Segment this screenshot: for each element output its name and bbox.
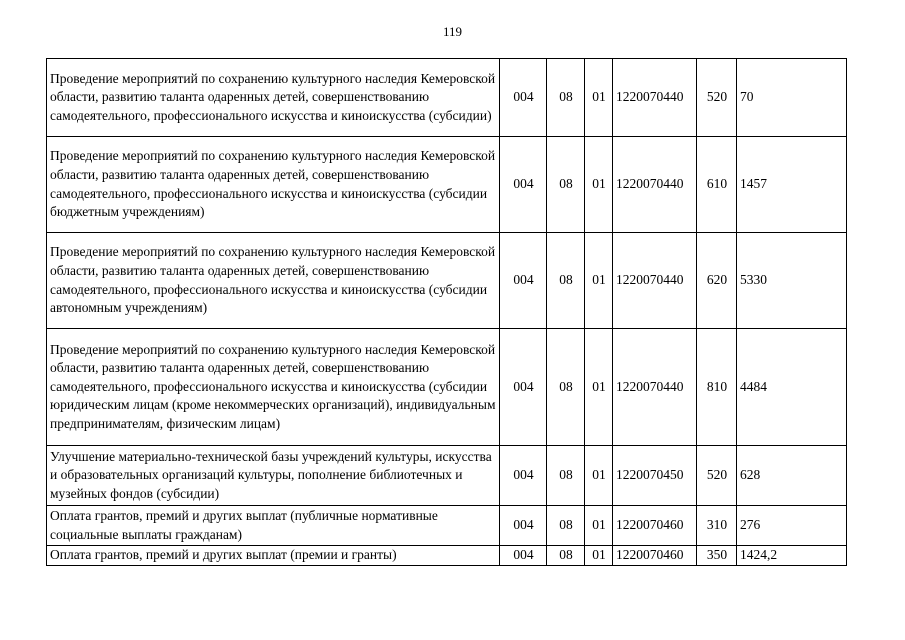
table-row: [47, 546, 847, 566]
subsection-code-cell: 01: [585, 446, 613, 506]
section-code-cell: 08: [547, 506, 585, 546]
ministry-code-cell: 004: [500, 233, 547, 329]
expense-name-cell: Оплата грантов, премий и других выплат (премии и гранты): [47, 546, 500, 566]
expense-name-cell: Проведение мероприятий по сохранению культурного наследия Кемеровской области, развитию таланта одаренных детей, совершенствованию самодеятельного, профессионального искусства и киноискусства (субсидии): [47, 59, 500, 137]
subsection-code-cell: 01: [585, 329, 613, 446]
section-code-cell: 08: [547, 233, 585, 329]
expense-name-cell: Проведение мероприятий по сохранению культурного наследия Кемеровской области, развитию таланта одаренных детей, совершенствованию самодеятельного, профессионального искусства и киноискусства (субсидии автономным учреждениям): [47, 233, 500, 329]
target-code-cell: 1220070450: [613, 446, 697, 506]
table-row: [47, 59, 847, 137]
amount-cell: 276: [737, 506, 847, 546]
target-code-cell: 1220070440: [613, 233, 697, 329]
expense-type-cell: 350: [697, 546, 737, 566]
table-row: [47, 329, 847, 446]
subsection-code-cell: 01: [585, 546, 613, 566]
expense-type-cell: 310: [697, 506, 737, 546]
expense-type-cell: 810: [697, 329, 737, 446]
target-code-cell: 1220070440: [613, 329, 697, 446]
amount-cell: 1457: [737, 137, 847, 233]
section-code-cell: 08: [547, 329, 585, 446]
table-row: [47, 233, 847, 329]
expense-type-cell: 520: [697, 59, 737, 137]
target-code-cell: 1220070440: [613, 137, 697, 233]
budget-table: [46, 58, 847, 566]
section-code-cell: 08: [547, 546, 585, 566]
target-code-cell: 1220070440: [613, 59, 697, 137]
amount-cell: 628: [737, 446, 847, 506]
amount-cell: 4484: [737, 329, 847, 446]
section-code-cell: 08: [547, 59, 585, 137]
table-row: [47, 446, 847, 506]
ministry-code-cell: 004: [500, 506, 547, 546]
amount-cell: 1424,2: [737, 546, 847, 566]
expense-name-cell: Оплата грантов, премий и других выплат (публичные нормативные социальные выплаты гражданам): [47, 506, 500, 546]
page-number: 119: [442, 24, 463, 39]
subsection-code-cell: 01: [585, 137, 613, 233]
ministry-code-cell: 004: [500, 137, 547, 233]
ministry-code-cell: 004: [500, 59, 547, 137]
expense-type-cell: 610: [697, 137, 737, 233]
expense-name-cell: Проведение мероприятий по сохранению культурного наследия Кемеровской области, развитию таланта одаренных детей, совершенствованию самодеятельного, профессионального искусства и киноискусства (субсидии юридическим лицам (кроме некоммерческих организаций), индивидуальным предпринимателям, физическим лицам): [47, 329, 500, 446]
subsection-code-cell: 01: [585, 233, 613, 329]
expense-name-cell: Улучшение материально-технической базы учреждений культуры, искусства и образовательных организаций культуры, пополнение библиотечных и музейных фондов (субсидии): [47, 446, 500, 506]
section-code-cell: 08: [547, 137, 585, 233]
target-code-cell: 1220070460: [613, 506, 697, 546]
expense-name-cell: Проведение мероприятий по сохранению культурного наследия Кемеровской области, развитию таланта одаренных детей, совершенствованию самодеятельного, профессионального искусства и киноискусства (субсидии бюджетным учреждениям): [47, 137, 500, 233]
subsection-code-cell: 01: [585, 506, 613, 546]
ministry-code-cell: 004: [500, 329, 547, 446]
table-row: [47, 137, 847, 233]
subsection-code-cell: 01: [585, 59, 613, 137]
section-code-cell: 08: [547, 446, 585, 506]
amount-cell: 70: [737, 59, 847, 137]
expense-type-cell: 620: [697, 233, 737, 329]
target-code-cell: 1220070460: [613, 546, 697, 566]
expense-type-cell: 520: [697, 446, 737, 506]
amount-cell: 5330: [737, 233, 847, 329]
table-row: [47, 506, 847, 546]
ministry-code-cell: 004: [500, 446, 547, 506]
ministry-code-cell: 004: [500, 546, 547, 566]
